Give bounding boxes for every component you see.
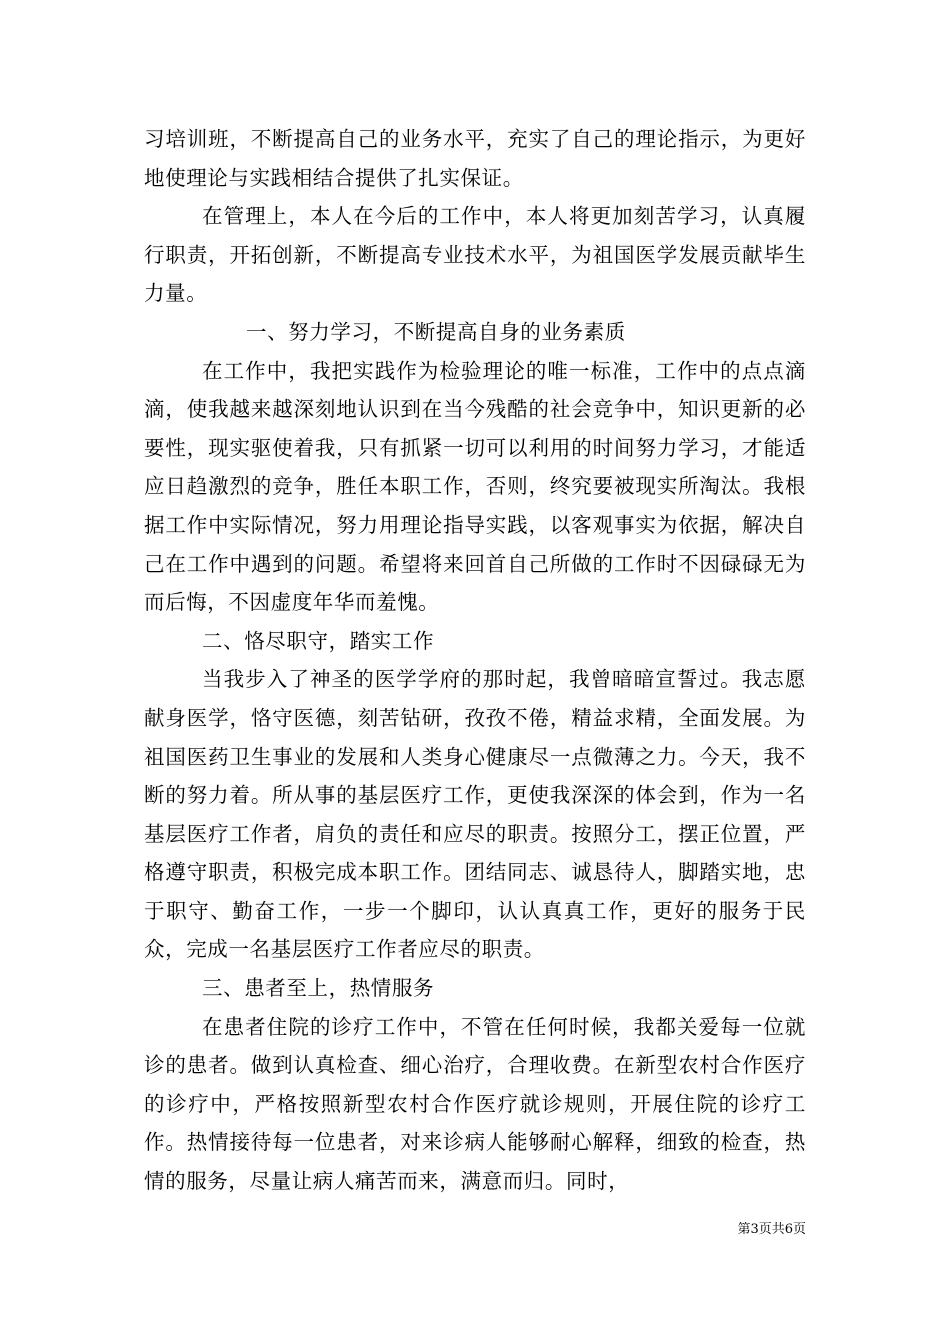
- paragraph-duty: 当我步入了神圣的医学学府的那时起，我曾暗暗宣誓过。我志愿献身医学，恪守医德，刻苦钻研，孜孜不倦，精益求精，全面发展。为祖国医药卫生事业的发展和人类身心健康尽一点微薄之力。今天，我不断的努力着。所从事的基层医疗工作，更使我深深的体会到，作为一名基层医疗工作者，肩负的责任和应尽的职责。按照分工，摆正位置，严格遵守职责，积极完成本职工作。团结同志、诚恳待人，脚踏实地，忠于职守、勤奋工作，一步一个脚印，认认真真工作，更好的服务于民众，完成一名基层医疗工作者应尽的职责。: [144, 667, 806, 962]
- paragraph-continuation: 习培训班，不断提高自己的业务水平，充实了自己的理论指示，为更好地使理论与实践相结合提供了扎实保证。: [144, 127, 806, 190]
- section-heading-3: 三、患者至上，热情服务: [202, 976, 435, 1001]
- section-heading-1: 一、努力学习，不断提高自身的业务素质: [246, 319, 626, 344]
- paragraph-study: 在工作中，我把实践作为检验理论的唯一标准，工作中的点点滴滴，使我越来越深刻地认识到在当今残酷的社会竞争中，知识更新的必要性，现实驱使着我，只有抓紧一切可以利用的时间努力学习，才能适应日趋激烈的竞争，胜任本职工作，否则，终究要被现实所淘汰。我根据工作中实际情况，努力用理论指导实践，以客观事实为依据，解决自己在工作中遇到的问题。希望将来回首自己所做的工作时不因碌碌无为而后悔，不因虚度年华而羞愧。: [144, 358, 806, 615]
- page-number-footer: 第3页共6页: [737, 1222, 806, 1237]
- paragraph-management: 在管理上，本人在今后的工作中，本人将更加刻苦学习，认真履行职责，开拓创新，不断提高专业技术水平，为祖国医学发展贡献毕生力量。: [144, 204, 806, 306]
- paragraph-patients: 在患者住院的诊疗工作中，不管在任何时候，我都关爱每一位就诊的患者。做到认真检查、细心治疗，合理收费。在新型农村合作医疗的诊疗中，严格按照新型农村合作医疗就诊规则，开展住院的诊疗工作。热情接待每一位患者，对来诊病人能够耐心解释，细致的检查，热情的服务，尽量让病人痛苦而来，满意而归。同时，: [144, 1014, 806, 1194]
- document-body: [144, 120, 806, 1201]
- section-heading-2: 二、恪尽职守，踏实工作: [202, 628, 435, 653]
